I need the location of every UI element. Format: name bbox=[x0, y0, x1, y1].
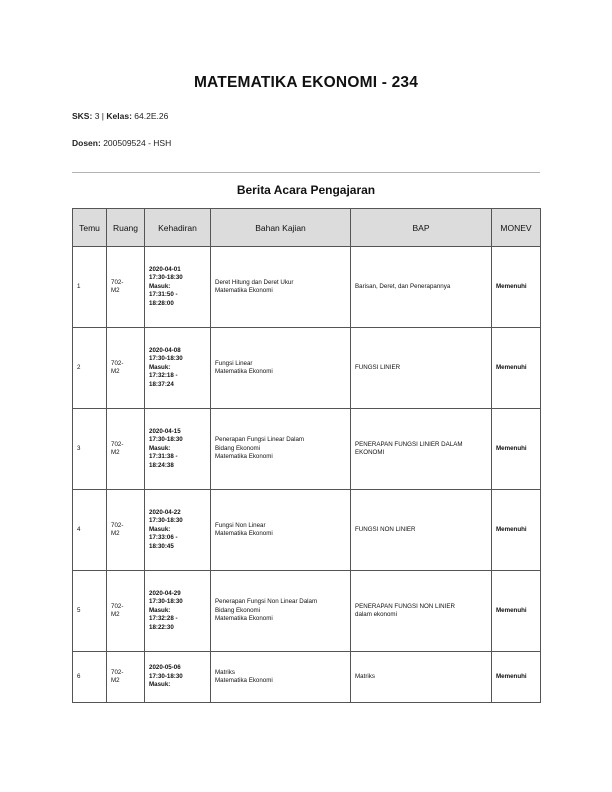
bahan-kajian-cell-line: Penerapan Fungsi Linear Dalam bbox=[215, 436, 305, 444]
ruang-cell bbox=[107, 652, 145, 703]
sks-value: 3 bbox=[94, 111, 100, 121]
ruang-cell-line: 702- bbox=[111, 521, 124, 529]
monev-cell: Memenuhi bbox=[492, 328, 541, 409]
kehadiran-cell-line: 2020-05-06 bbox=[149, 664, 181, 672]
teaching-report-table bbox=[72, 208, 541, 703]
bap-cell bbox=[351, 490, 492, 571]
bap-cell-line: Barisan, Deret, dan Penerapannya bbox=[355, 282, 451, 290]
bap-cell bbox=[351, 571, 492, 652]
bap-cell-line: FUNGSI LINIER bbox=[355, 363, 401, 371]
bahan-kajian-cell-line: Matematika Ekonomi bbox=[215, 368, 273, 375]
dosen-value: 200509524 - HSH bbox=[103, 138, 172, 148]
lecturer-meta bbox=[72, 138, 171, 148]
kehadiran-cell-line: 18:28:00 bbox=[149, 299, 174, 307]
kehadiran-cell bbox=[145, 571, 211, 652]
kehadiran-cell-line: Masuk: bbox=[149, 606, 171, 614]
bahan-kajian-cell-line: Matriks bbox=[215, 668, 235, 676]
bap-cell bbox=[351, 652, 492, 703]
kehadiran-cell-line: 2020-04-08 bbox=[149, 347, 181, 355]
kehadiran-cell-line: Masuk: bbox=[149, 282, 171, 290]
temu-cell: 5 bbox=[73, 571, 107, 652]
kehadiran-cell bbox=[145, 247, 211, 328]
ruang-cell-line: 702- bbox=[111, 668, 124, 676]
bahan-kajian-cell-line: Bidang Ekonomi bbox=[215, 606, 261, 614]
monev-cell: Memenuhi bbox=[492, 490, 541, 571]
bahan-kajian-cell-line: Matematika Ekonomi bbox=[215, 677, 273, 684]
ruang-cell-line: M2 bbox=[111, 287, 120, 294]
bap-cell-line: FUNGSI NON LINIER bbox=[355, 525, 416, 533]
kehadiran-cell-line: 17:32:18 - bbox=[149, 372, 178, 380]
bahan-kajian-cell-line: Bidang Ekonomi bbox=[215, 444, 261, 452]
bahan-kajian-cell bbox=[211, 247, 351, 328]
temu-cell: 1 bbox=[73, 247, 107, 328]
ruang-cell-line: M2 bbox=[111, 677, 120, 684]
kelas-value: 64.2E.26 bbox=[134, 111, 169, 121]
kehadiran-cell-line: 2020-04-29 bbox=[149, 590, 181, 598]
kehadiran-cell-line: 17:30-18:30 bbox=[149, 517, 183, 525]
table-row bbox=[73, 247, 541, 328]
ruang-cell bbox=[107, 247, 145, 328]
kehadiran-cell-line: 18:22:30 bbox=[149, 623, 174, 631]
ruang-cell bbox=[107, 490, 145, 571]
header-bahan-kajian: Bahan Kajian bbox=[211, 209, 351, 247]
section-title: Berita Acara Pengajaran bbox=[236, 183, 376, 197]
ruang-cell bbox=[107, 328, 145, 409]
bap-cell-line: PENERAPAN FUNGSI LINIER DALAM bbox=[355, 440, 463, 448]
bap-cell bbox=[351, 409, 492, 490]
bahan-kajian-cell bbox=[211, 571, 351, 652]
kehadiran-cell bbox=[145, 409, 211, 490]
bahan-kajian-cell-line: Deret Hitung dan Deret Ukur bbox=[215, 278, 294, 286]
divider bbox=[72, 172, 540, 173]
table-row bbox=[73, 571, 541, 652]
kehadiran-cell-line: Masuk: bbox=[149, 525, 171, 533]
header-kehadiran: Kehadiran bbox=[145, 209, 211, 247]
monev-cell: Memenuhi bbox=[492, 652, 541, 703]
header-monev: MONEV bbox=[492, 209, 541, 247]
kehadiran-cell-line: Masuk: bbox=[149, 444, 171, 452]
sks-label: SKS: bbox=[72, 111, 93, 121]
kehadiran-cell-line: 17:30-18:30 bbox=[149, 672, 183, 680]
bahan-kajian-cell-line: Matematika Ekonomi bbox=[215, 615, 273, 623]
kehadiran-cell-line: 17:30-18:30 bbox=[149, 598, 183, 606]
bahan-kajian-cell-line: Matematika Ekonomi bbox=[215, 530, 273, 537]
table-row bbox=[73, 652, 541, 703]
ruang-cell bbox=[107, 571, 145, 652]
temu-cell: 3 bbox=[73, 409, 107, 490]
ruang-cell-line: M2 bbox=[111, 530, 120, 537]
kehadiran-cell bbox=[145, 652, 211, 703]
kehadiran-cell-line: 2020-04-01 bbox=[149, 266, 181, 274]
kehadiran-cell bbox=[145, 490, 211, 571]
kehadiran-cell bbox=[145, 328, 211, 409]
ruang-cell-line: M2 bbox=[111, 611, 120, 618]
course-meta bbox=[72, 111, 168, 121]
ruang-cell-line: M2 bbox=[111, 449, 120, 456]
monev-cell: Memenuhi bbox=[492, 409, 541, 490]
kehadiran-cell-line: 17:30-18:30 bbox=[149, 355, 183, 363]
kehadiran-cell-line: 17:31:50 - bbox=[149, 291, 178, 299]
bahan-kajian-cell bbox=[211, 652, 351, 703]
table-row bbox=[73, 328, 541, 409]
ruang-cell-line: 702- bbox=[111, 359, 124, 367]
meta-separator: | bbox=[101, 111, 105, 121]
kehadiran-cell-line: Masuk: bbox=[149, 681, 171, 689]
kehadiran-cell-line: 17:30-18:30 bbox=[149, 436, 183, 444]
bap-cell bbox=[351, 328, 492, 409]
bahan-kajian-cell-line: Fungsi Linear bbox=[215, 359, 253, 367]
header-bap: BAP bbox=[351, 209, 492, 247]
course-title: MATEMATIKA EKONOMI - 234 bbox=[193, 74, 419, 91]
monev-cell: Memenuhi bbox=[492, 247, 541, 328]
header-temu: Temu bbox=[73, 209, 107, 247]
table-row bbox=[73, 409, 541, 490]
bahan-kajian-cell bbox=[211, 328, 351, 409]
temu-cell: 4 bbox=[73, 490, 107, 571]
ruang-cell-line: M2 bbox=[111, 368, 120, 375]
bap-cell-line: dalam ekonomi bbox=[355, 611, 397, 618]
bahan-kajian-cell-line: Fungsi Non Linear bbox=[215, 521, 266, 529]
dosen-label: Dosen: bbox=[72, 138, 101, 148]
kehadiran-cell-line: 17:32:28 - bbox=[149, 615, 178, 623]
kehadiran-cell-line: 2020-04-15 bbox=[149, 428, 181, 436]
bahan-kajian-cell-line: Penerapan Fungsi Non Linear Dalam bbox=[215, 598, 318, 606]
ruang-cell-line: 702- bbox=[111, 278, 124, 286]
kehadiran-cell-line: 18:30:45 bbox=[149, 542, 174, 550]
header-ruang: Ruang bbox=[107, 209, 145, 247]
bahan-kajian-cell bbox=[211, 490, 351, 571]
kehadiran-cell-line: 17:31:38 - bbox=[149, 453, 178, 461]
kehadiran-cell-line: 2020-04-22 bbox=[149, 509, 181, 517]
bap-cell-line: PENERAPAN FUNGSI NON LINIER bbox=[355, 602, 455, 610]
bap-cell-line: Matriks bbox=[355, 672, 375, 680]
ruang-cell-line: 702- bbox=[111, 440, 124, 448]
bahan-kajian-cell-line: Matematika Ekonomi bbox=[215, 287, 273, 294]
kehadiran-cell-line: 18:24:38 bbox=[149, 461, 174, 469]
table-header-row bbox=[73, 209, 541, 247]
bap-cell bbox=[351, 247, 492, 328]
ruang-cell-line: 702- bbox=[111, 602, 124, 610]
kehadiran-cell-line: 17:33:06 - bbox=[149, 534, 178, 542]
table-row bbox=[73, 490, 541, 571]
bap-cell-line: EKONOMI bbox=[355, 449, 385, 456]
kehadiran-cell-line: Masuk: bbox=[149, 363, 171, 371]
monev-cell: Memenuhi bbox=[492, 571, 541, 652]
kelas-label: Kelas: bbox=[106, 111, 132, 121]
kehadiran-cell-line: 17:30-18:30 bbox=[149, 274, 183, 282]
ruang-cell bbox=[107, 409, 145, 490]
temu-cell: 6 bbox=[73, 652, 107, 703]
temu-cell: 2 bbox=[73, 328, 107, 409]
bahan-kajian-cell bbox=[211, 409, 351, 490]
kehadiran-cell-line: 18:37:24 bbox=[149, 380, 174, 388]
bahan-kajian-cell-line: Matematika Ekonomi bbox=[215, 453, 273, 461]
